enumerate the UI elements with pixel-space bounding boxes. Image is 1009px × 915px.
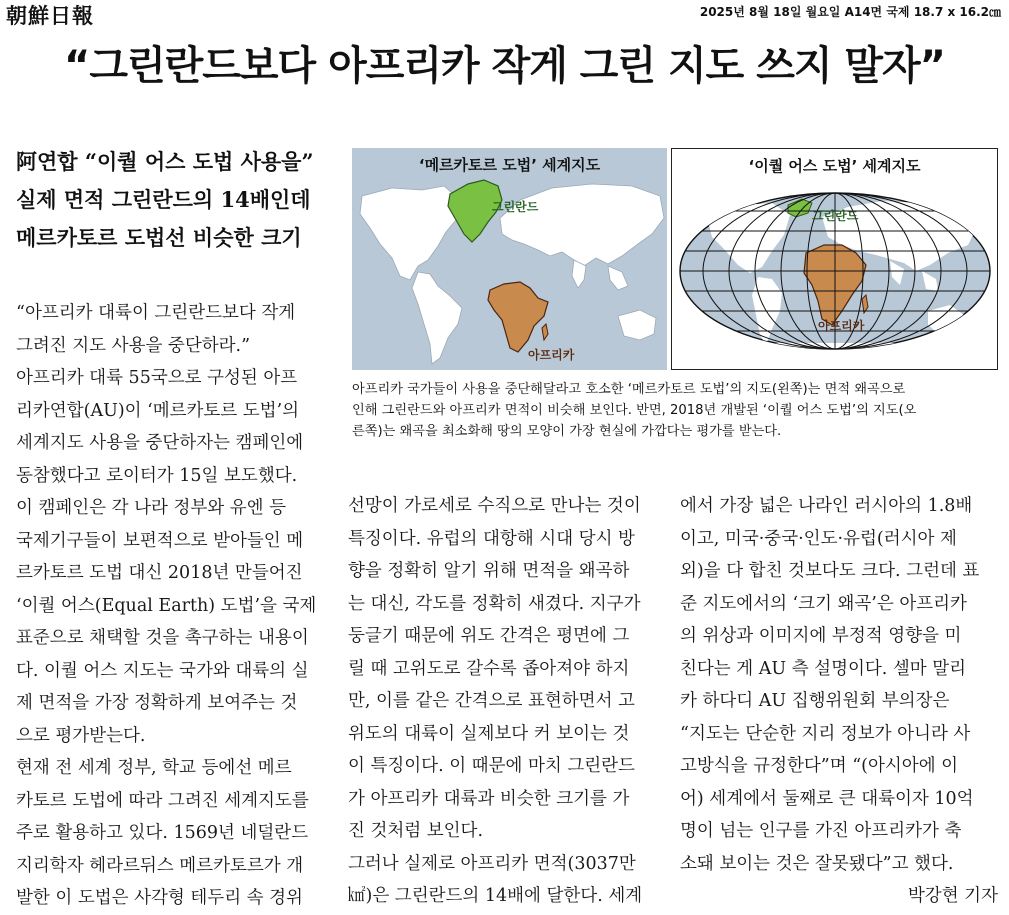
body-line: “아프리카 대륙이 그린란드보다 작게 bbox=[16, 303, 296, 323]
body-line: 에서 가장 넓은 나라인 러시아의 1.8배 bbox=[680, 496, 973, 516]
body-line: 표준으로 채택할 것을 촉구하는 내용이 bbox=[16, 628, 309, 648]
body-line: “지도는 단순한 지리 정보가 아니라 사 bbox=[680, 723, 971, 744]
body-line: 세계지도 사용을 중단하자는 캠페인에 bbox=[16, 433, 304, 453]
figure-caption bbox=[352, 379, 1000, 442]
body-line: 진 것처럼 보인다. bbox=[348, 821, 484, 841]
body-line: 는 대신, 각도를 정확히 새겼다. 지구가 bbox=[348, 593, 641, 614]
body-line: 고방식을 규정한다”며 “(아시아에 이 bbox=[680, 756, 959, 776]
body-line: 제 면적을 가장 정확하게 보여주는 것 bbox=[16, 693, 298, 713]
body-line: 으로 평가받는다. bbox=[16, 725, 146, 746]
newspaper-logo: 朝鮮日報 bbox=[6, 3, 94, 28]
body-line: 아프리카 대륙 55국으로 구성된 아프 bbox=[16, 368, 298, 388]
africa-label: 아프리카 bbox=[818, 319, 865, 333]
subheadline bbox=[16, 143, 336, 257]
body-line: 리카연합(AU)이 ‘메르카토르 도법’의 bbox=[16, 400, 300, 421]
subhead-line: 阿연합 “이퀄 어스 도법 사용을” bbox=[16, 149, 314, 174]
equal-earth-map-title: ‘이퀄 어스 도법’ 세계지도 bbox=[748, 157, 921, 175]
body-line: 카 하다디 AU 집행위원회 부의장은 bbox=[680, 691, 950, 711]
body-line: 이고, 미국·중국·인도·유럽(러시아 제 bbox=[680, 528, 957, 549]
body-line: 릴 때 고위도로 갈수록 좁아져야 하지 bbox=[348, 658, 630, 679]
body-line: 가 아프리카 대륙과 비슷한 크기를 가 bbox=[348, 788, 630, 809]
equal-earth-map-graphic bbox=[672, 149, 997, 369]
greenland-label: 그린란드 bbox=[812, 209, 859, 223]
body-line: 만, 이를 같은 간격으로 표현하면서 고 bbox=[348, 691, 635, 711]
body-line: 둥글기 때문에 위도 간격은 평면에 그 bbox=[348, 626, 630, 646]
equal-earth-map bbox=[671, 148, 998, 370]
mercator-map bbox=[352, 148, 667, 370]
body-line: 특징이다. 유럽의 대항해 시대 당시 방 bbox=[348, 528, 635, 549]
mercator-map-title: ‘메르카토르 도법’ 세계지도 bbox=[418, 156, 601, 174]
body-line: 이 특징이다. 이 때문에 마치 그린란드 bbox=[348, 756, 635, 776]
body-line: 동참했다고 로이터가 15일 보도했다. bbox=[16, 465, 298, 486]
body-line: 주로 활용하고 있다. 1569년 네덜란드 bbox=[16, 823, 309, 843]
headline: “그린란드보다 아프리카 작게 그린 지도 쓰지 말자” bbox=[64, 43, 945, 89]
subhead-line: 메르카토르 도법선 비슷한 크기 bbox=[16, 225, 302, 250]
caption-line: 인해 그린란드와 아프리카 면적이 비슷해 보인다. 반면, 2018년 개발된 ‘이퀄 어스 도법’의 지도(오 bbox=[352, 403, 917, 418]
body-line: 어) 세계에서 둘째로 큰 대륙이자 10억 bbox=[680, 788, 974, 809]
greenland-label: 그린란드 bbox=[492, 200, 539, 214]
body-line: 국제기구들이 보편적으로 받아들인 메 bbox=[16, 530, 304, 551]
article-column-3 bbox=[680, 490, 998, 913]
body-line: 지리학자 헤라르뒤스 메르카토르가 개 bbox=[16, 855, 304, 876]
body-line: 그려진 지도 사용을 중단하라.” bbox=[16, 335, 251, 356]
publication-info: 2025년 8월 18일 월요일 A14면 국제 18.7 x 16.2㎝ bbox=[699, 5, 1001, 19]
body-line: 외)을 다 합친 것보다도 크다. 그런데 표 bbox=[680, 561, 980, 581]
africa-label: 아프리카 bbox=[528, 348, 575, 362]
caption-line: 아프리카 국가들이 사용을 중단해달라고 호소한 ‘메르카토르 도법’의 지도(왼쪽)는 면적 왜곡으로 bbox=[352, 382, 906, 397]
body-line: 다. 이퀄 어스 지도는 국가와 대륙의 실 bbox=[16, 660, 309, 681]
body-line: 카토르 도법에 따라 그려진 세계지도를 bbox=[16, 790, 309, 811]
body-line: 선망이 가로세로 수직으로 만나는 것이 bbox=[348, 496, 641, 516]
body-line: 준 지도에서의 ‘크기 왜곡’은 아프리카 bbox=[680, 593, 967, 614]
body-line: 위도의 대륙이 실제보다 커 보이는 것 bbox=[348, 723, 630, 744]
body-line: 르카토르 도법 대신 2018년 만들어진 bbox=[16, 563, 303, 583]
byline: 박강현 기자 bbox=[907, 886, 998, 906]
body-line: ‘이퀄 어스(Equal Earth) 도법’을 국제 bbox=[16, 595, 317, 616]
body-line: 명이 넘는 인구를 가진 아프리카가 축 bbox=[680, 821, 962, 841]
body-line: 발한 이 도법은 사각형 테두리 속 경위 bbox=[16, 888, 303, 908]
body-line: 현재 전 세계 정부, 학교 등에선 메르 bbox=[16, 758, 292, 778]
body-line: 친다는 게 AU 측 설명이다. 셀마 말리 bbox=[680, 658, 967, 679]
mercator-map-graphic bbox=[352, 148, 667, 370]
body-line: 그러나 실제로 아프리카 면적(3037만 bbox=[348, 853, 636, 874]
body-line: 소돼 보이는 것은 잘못됐다”고 했다. bbox=[680, 853, 954, 874]
body-line: 의 위상과 이미지에 부정적 영향을 미 bbox=[680, 626, 962, 646]
body-line: ㎢)은 그린란드의 14배에 달한다. 세계 bbox=[348, 886, 643, 906]
subhead-line: 실제 면적 그린란드의 14배인데 bbox=[16, 187, 311, 212]
body-line: 이 캠페인은 각 나라 정부와 유엔 등 bbox=[16, 498, 287, 518]
article-column-1 bbox=[16, 297, 336, 915]
caption-line: 른쪽)는 왜곡을 최소화해 땅의 모양이 가장 현실에 가깝다는 평가를 받는다. bbox=[352, 424, 782, 439]
article-column-2 bbox=[348, 490, 666, 913]
body-line: 향을 정확히 알기 위해 면적을 왜곡하 bbox=[348, 561, 630, 581]
